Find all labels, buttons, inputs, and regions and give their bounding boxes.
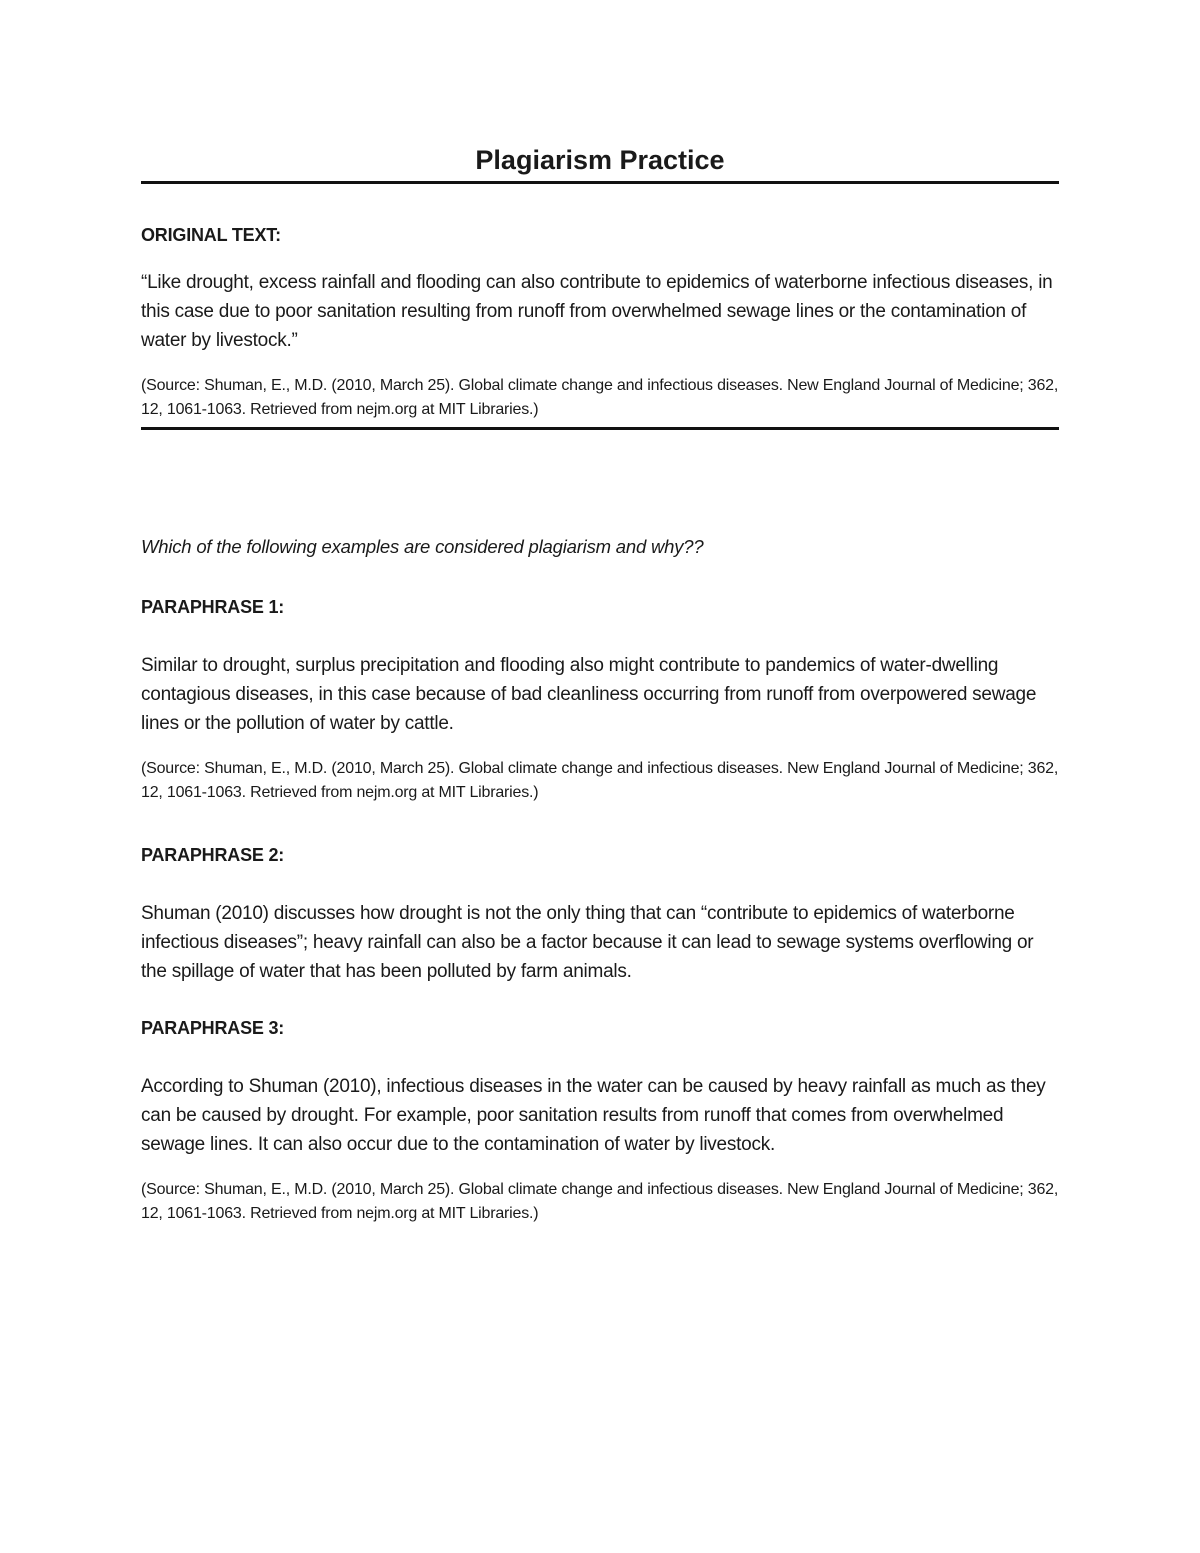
- paraphrase-2-heading: PARAPHRASE 2:: [141, 845, 285, 865]
- original-text-heading: ORIGINAL TEXT:: [141, 225, 281, 245]
- original-section-divider: [141, 427, 1059, 430]
- paraphrase-2-text: Shuman (2010) discusses how drought is not the only thing that can “contribute to epidemics of waterborne infectious diseases”; heavy rainfall can also be a factor because it can lead to sewage systems overflowing or the spillage of water that has been polluted by farm animals.: [141, 903, 1034, 982]
- paraphrase-3-text: According to Shuman (2010), infectious diseases in the water can be caused by heavy rainfall as much as they can be caused by drought. For example, poor sanitation results from runoff that comes from overwhelmed sewage lines. It can also occur due to the contamination of water by livestock.: [141, 1076, 1046, 1155]
- original-quote: “Like drought, excess rainfall and flooding can also contribute to epidemics of waterborne infectious diseases, in this case due to poor sanitation resulting from runoff from overwhelmed sewage lines or the contamination of water by livestock.”: [141, 272, 1053, 351]
- original-source-citation: (Source: Shuman, E., M.D. (2010, March 25). Global climate change and infectious diseases. New England Journal of Medicine; 362, 12, 1061-1063. Retrieved from nejm.org at MIT Libraries.): [141, 377, 1059, 418]
- paraphrase-3-heading: PARAPHRASE 3:: [141, 1018, 285, 1038]
- title-divider: [141, 181, 1059, 184]
- paraphrase-1-heading: PARAPHRASE 1:: [141, 597, 285, 617]
- document-page: [141, 140, 1059, 1226]
- paraphrase-1-source-citation: (Source: Shuman, E., M.D. (2010, March 25). Global climate change and infectious diseases. New England Journal of Medicine; 362, 12, 1061-1063. Retrieved from nejm.org at MIT Libraries.): [141, 760, 1059, 801]
- page-title: Plagiarism Practice: [475, 145, 725, 175]
- paraphrase-1-text: Similar to drought, surplus precipitation and flooding also might contribute to pandemics of water-dwelling contagious diseases, in this case because of bad cleanliness occurring from runoff from overpowered sewage lines or the pollution of water by cattle.: [141, 655, 1037, 734]
- question-prompt: Which of the following examples are considered plagiarism and why??: [141, 536, 704, 557]
- paraphrase-3-source-citation: (Source: Shuman, E., M.D. (2010, March 25). Global climate change and infectious diseases. New England Journal of Medicine; 362, 12, 1061-1063. Retrieved from nejm.org at MIT Libraries.): [141, 1181, 1059, 1222]
